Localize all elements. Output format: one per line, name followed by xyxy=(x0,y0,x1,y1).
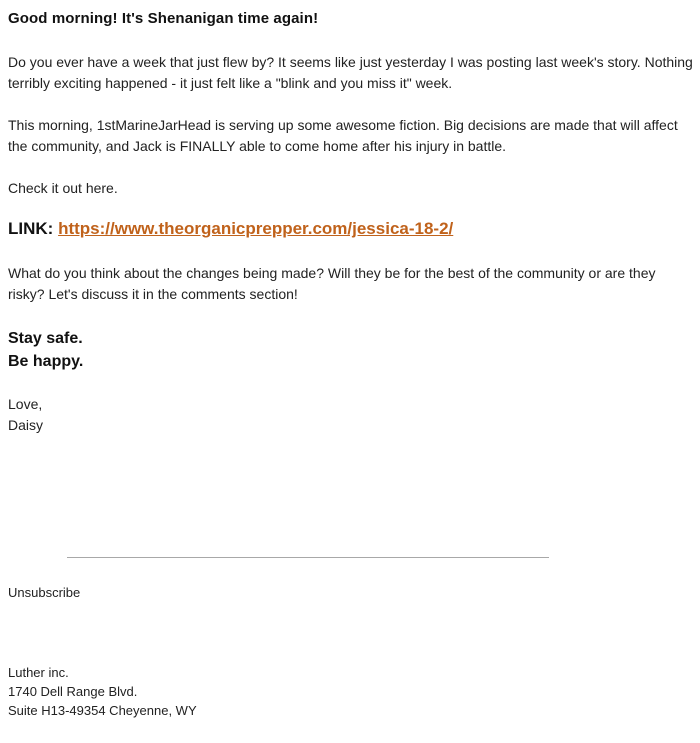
address-street: 1740 Dell Range Blvd. xyxy=(8,684,138,699)
story-paragraph: This morning, 1stMarineJarHead is serving up some awesome fiction. Big decisions are made that will affect the community, and Jack is FINALLY able to come home after his injury in battle. xyxy=(8,117,678,154)
signoff-stay-safe: Stay safe. xyxy=(8,330,83,347)
greeting-heading: Good morning! It's Shenanigan time again! xyxy=(8,10,319,27)
footer-divider xyxy=(67,557,549,558)
address-suite-city: Suite H13-49354 Cheyenne, WY xyxy=(8,703,197,718)
story-link[interactable]: https://www.theorganicprepper.com/jessica-18-2/ xyxy=(58,219,454,238)
address-company: Luther inc. xyxy=(8,665,69,680)
intro-paragraph: Do you ever have a week that just flew by? It seems like just yesterday I was posting last week's story. Nothing terribly exciting happened - it just felt like a "blink and you miss it" week. xyxy=(8,54,693,91)
check-it-out-paragraph: Check it out here. xyxy=(8,180,118,196)
closing-love: Love, xyxy=(8,396,43,412)
unsubscribe-link[interactable]: Unsubscribe xyxy=(8,585,81,600)
signoff-be-happy: Be happy. xyxy=(8,353,84,370)
link-label: LINK: xyxy=(8,219,54,238)
story-link-line xyxy=(8,219,453,239)
discussion-paragraph: What do you think about the changes being made? Will they be for the best of the community or are they risky? Let's discuss it in the comments section! xyxy=(8,265,656,302)
closing-signature: Daisy xyxy=(8,417,44,433)
